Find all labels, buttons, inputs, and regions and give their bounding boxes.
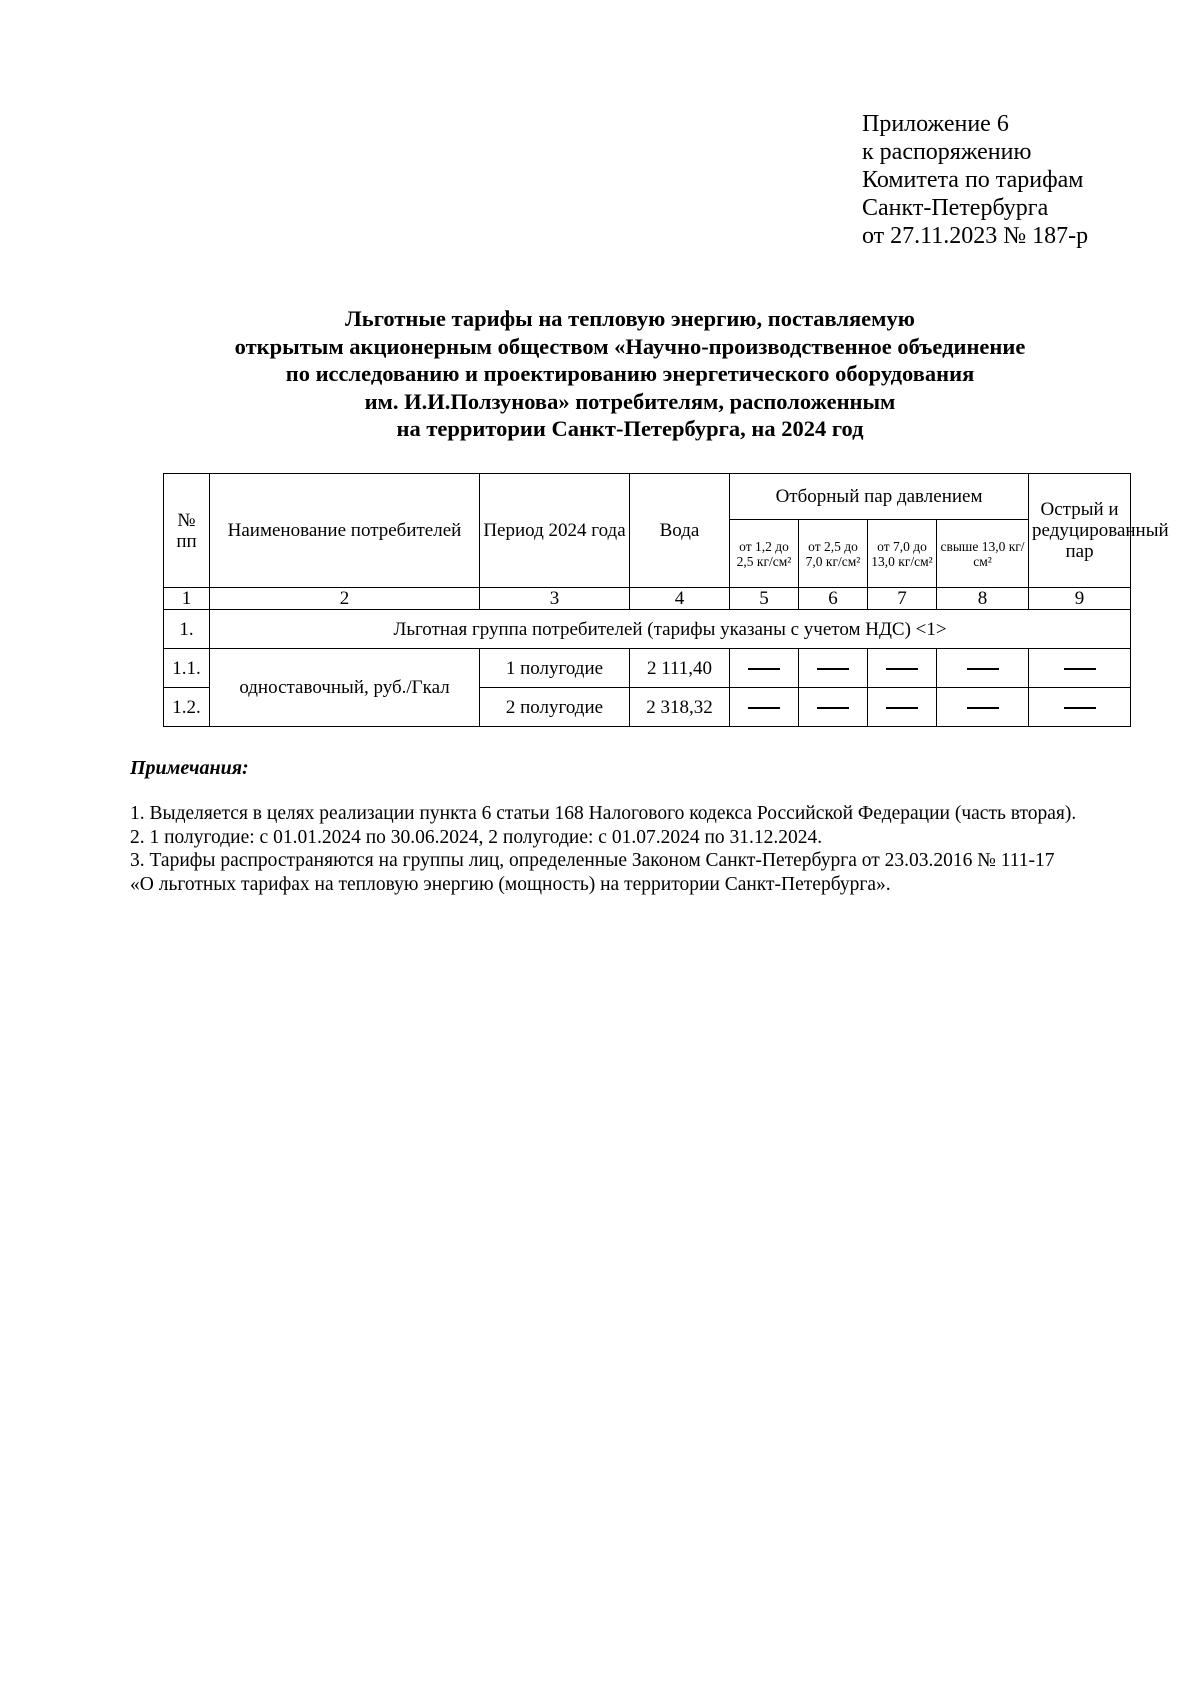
empty-cell xyxy=(868,649,937,688)
column-number: 9 xyxy=(1029,588,1131,610)
empty-cell xyxy=(1029,688,1131,727)
document-title xyxy=(130,305,1130,443)
column-number: 8 xyxy=(937,588,1029,610)
table-row xyxy=(164,649,1131,688)
notes-list xyxy=(130,802,1140,896)
empty-cell xyxy=(799,688,868,727)
row-water-tariff: 2 318,32 xyxy=(630,688,730,727)
appendix-reference xyxy=(862,110,1088,250)
column-number-row xyxy=(164,588,1131,610)
dash-mark xyxy=(967,668,999,670)
header-row xyxy=(164,474,1131,520)
header-steam-4: свыше 13,0 кг/см² xyxy=(937,520,1029,588)
header-sharp-steam: Острый и редуцированный пар xyxy=(1029,474,1131,588)
dash-mark xyxy=(748,707,780,709)
dash-mark xyxy=(1064,707,1096,709)
note-item: 3. Тарифы распространяются на группы лиц, определенные Законом Санкт-Петербурга от 23.03.2016 № 111-17 xyxy=(130,850,1055,871)
dash-mark xyxy=(817,707,849,709)
dash-mark xyxy=(886,707,918,709)
header-steam-2: от 2,5 до 7,0 кг/см² xyxy=(799,520,868,588)
group-number: 1. xyxy=(164,610,210,649)
dash-mark xyxy=(967,707,999,709)
empty-cell xyxy=(937,688,1029,727)
header-water: Вода xyxy=(630,474,730,588)
empty-cell xyxy=(1029,649,1131,688)
column-number: 6 xyxy=(799,588,868,610)
header-number: № пп xyxy=(164,474,210,588)
header-period: Период 2024 года xyxy=(480,474,630,588)
empty-cell xyxy=(730,688,799,727)
header-steam-3: от 7,0 до 13,0 кг/см² xyxy=(868,520,937,588)
consumer-name: одноставочный, руб./Гкал xyxy=(210,649,480,727)
appendix-line: от 27.11.2023 № 187-р xyxy=(862,223,1089,249)
row-period: 2 полугодие xyxy=(480,688,630,727)
column-number: 3 xyxy=(480,588,630,610)
empty-cell xyxy=(799,649,868,688)
column-number: 2 xyxy=(210,588,480,610)
dash-mark xyxy=(886,668,918,670)
empty-cell xyxy=(730,649,799,688)
column-number: 7 xyxy=(868,588,937,610)
title-line: на территории Санкт-Петербурга, на 2024 год xyxy=(396,416,864,441)
dash-mark xyxy=(817,668,849,670)
note-item: 2. 1 полугодие: с 01.01.2024 по 30.06.2024, 2 полугодие: с 01.07.2024 по 31.12.2024. xyxy=(130,826,823,848)
row-period: 1 полугодие xyxy=(480,649,630,688)
tariff-table xyxy=(163,473,1169,727)
appendix-line: Санкт-Петербурга xyxy=(862,195,1049,221)
title-line: им. И.И.Ползунова» потребителям, расположенным xyxy=(364,388,896,414)
header-steam-1: от 1,2 до 2,5 кг/см² xyxy=(730,520,799,588)
column-number: 4 xyxy=(630,588,730,610)
group-label: Льготная группа потребителей (тарифы указаны с учетом НДС) <1> xyxy=(210,610,1131,649)
dash-mark xyxy=(748,668,780,670)
empty-cell xyxy=(937,649,1029,688)
appendix-line: к распоряжению xyxy=(862,139,1032,165)
row-water-tariff: 2 111,40 xyxy=(630,649,730,688)
title-line: по исследованию и проектированию энергетического оборудования xyxy=(285,361,975,386)
title-line: Льготные тарифы на тепловую энергию, поставляемую xyxy=(345,306,915,331)
note-item: 1. Выделяется в целях реализации пункта 6 статьи 168 Налогового кодекса Российской Федерации (часть вторая). xyxy=(130,803,1077,824)
row-number: 1.1. xyxy=(164,649,210,688)
title-line: открытым акционерным обществом «Научно-производственное объединение xyxy=(234,333,1026,359)
notes-title: Примечания: xyxy=(130,757,249,779)
column-number: 1 xyxy=(164,588,210,610)
group-row xyxy=(164,610,1131,649)
column-number: 5 xyxy=(730,588,799,610)
header-consumer-name: Наименование потребителей xyxy=(210,474,480,588)
row-number: 1.2. xyxy=(164,688,210,727)
header-steam-group: Отборный пар давлением xyxy=(730,474,1029,520)
appendix-line: Приложение 6 xyxy=(862,111,1009,137)
empty-cell xyxy=(868,688,937,727)
appendix-line: Комитета по тарифам xyxy=(862,167,1084,193)
dash-mark xyxy=(1064,668,1096,670)
note-item: «О льготных тарифах на тепловую энергию (мощность) на территории Санкт-Петербурга». xyxy=(130,873,891,895)
